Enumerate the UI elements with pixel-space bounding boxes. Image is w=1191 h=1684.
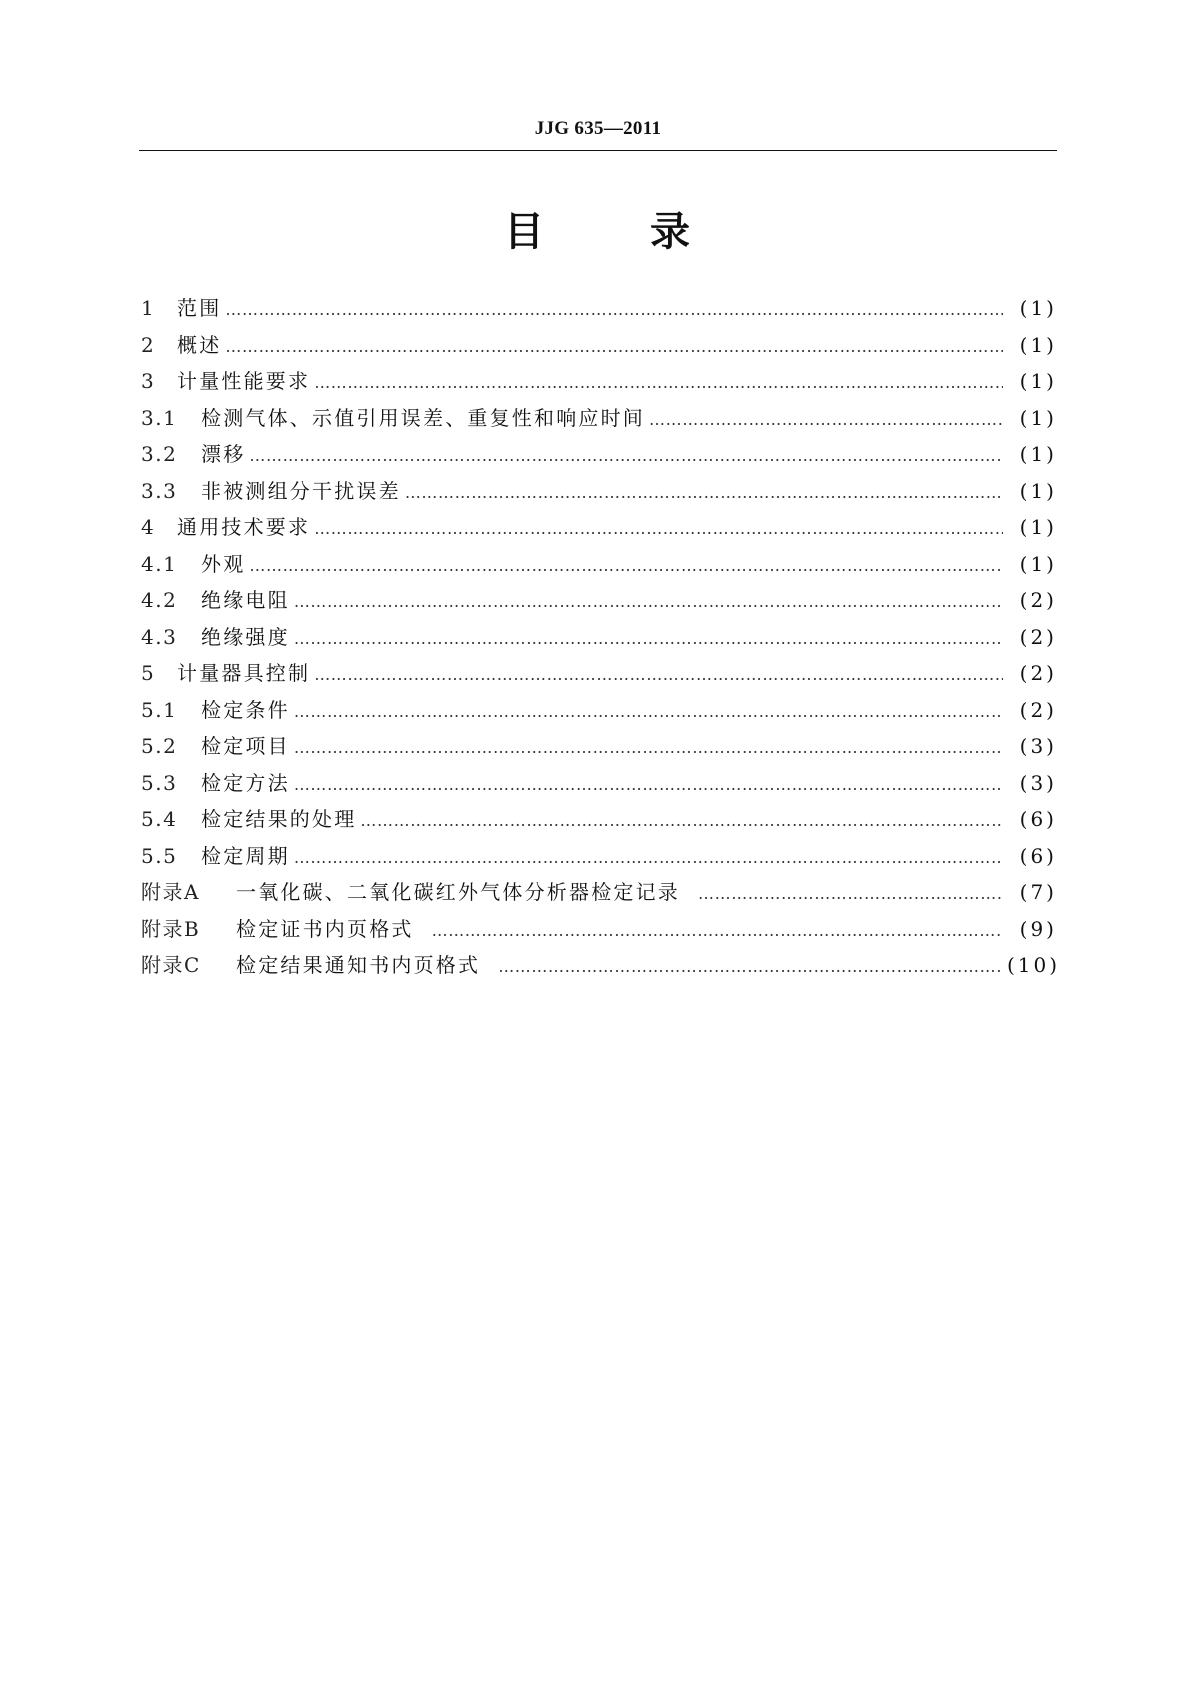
toc-dot-leader (294, 775, 1003, 794)
page-title-char-1: 目 (504, 209, 546, 255)
toc-entry[interactable] (141, 730, 1057, 767)
toc-entry-title: 通用技术要求 (177, 515, 311, 539)
toc-entry-page: (1) (1019, 369, 1057, 393)
toc-dot-leader (225, 300, 1003, 319)
toc-entry[interactable] (141, 548, 1057, 585)
toc-entry[interactable] (141, 657, 1057, 694)
toc-entry-page: (7) (1019, 880, 1057, 904)
toc-entry[interactable] (141, 365, 1057, 402)
toc-entry-page: (3) (1019, 770, 1057, 795)
toc-dot-leader (432, 921, 1003, 940)
toc-dot-leader (314, 373, 1003, 392)
toc-entry[interactable] (141, 803, 1057, 840)
page-title-char-2: 录 (650, 209, 692, 255)
toc-entry-title: 检测气体、示值引用误差、重复性和响应时间 (201, 405, 645, 430)
toc-dot-leader (649, 410, 1003, 429)
toc-entry-title: 检定条件 (201, 697, 290, 722)
toc-dot-leader (314, 665, 1003, 684)
toc-entry-number: 3.2 (141, 442, 178, 466)
standard-code-header: JJG 635—2011 (534, 118, 662, 139)
toc-entry-page: (2) (1019, 588, 1057, 612)
toc-entry-number: 5 (141, 661, 156, 685)
toc-dot-leader (314, 519, 1003, 538)
toc-entry-number: 5.2 (141, 734, 178, 758)
toc-entry-number: 附录A (141, 880, 200, 904)
toc-dot-leader (405, 483, 1003, 502)
toc-dot-leader (294, 629, 1003, 648)
toc-entry[interactable] (141, 694, 1057, 731)
toc-entry-number: 5.4 (141, 807, 178, 831)
toc-entry-page: (1) (1019, 296, 1057, 320)
toc-entry[interactable] (141, 511, 1057, 548)
toc-entry-number: 4.1 (141, 551, 178, 576)
toc-entry[interactable] (141, 621, 1057, 658)
toc-entry-title: 检定项目 (201, 734, 290, 758)
toc-entry[interactable] (141, 767, 1057, 804)
toc-entry-number: 4 (141, 515, 156, 539)
toc-entry-title: 绝缘强度 (201, 624, 290, 649)
toc-entry[interactable] (141, 329, 1057, 366)
toc-entry-number: 5.3 (141, 770, 178, 795)
toc-entry-number: 3.1 (141, 405, 178, 430)
toc-dot-leader (698, 884, 1003, 903)
toc-entry[interactable] (141, 840, 1057, 877)
toc-dot-leader (498, 957, 1003, 976)
toc-entry-title: 检定结果通知书内页格式 (236, 953, 481, 977)
toc-entry-number: 5.1 (141, 697, 178, 722)
toc-entry-number: 附录B (141, 916, 201, 941)
toc-entry-page: (1) (1019, 515, 1057, 539)
toc-entry-title: 检定周期 (201, 843, 290, 868)
toc-entry-page: (2) (1019, 624, 1057, 649)
toc-entry[interactable] (141, 949, 1061, 986)
toc-entry-page: (2) (1019, 697, 1057, 722)
toc-entry-title: 非被测组分干扰误差 (201, 478, 401, 503)
toc-dot-leader (225, 337, 1003, 356)
page-title (139, 200, 1057, 257)
toc-entry-title: 概述 (177, 332, 222, 357)
toc-entry-title: 一氧化碳、二氧化碳红外气体分析器检定记录 (236, 880, 680, 904)
toc-entry-title: 范围 (177, 296, 222, 320)
toc-entry[interactable] (141, 584, 1057, 621)
toc-entry-number: 1 (141, 296, 156, 320)
toc-entry-title: 检定证书内页格式 (236, 916, 414, 941)
toc-dot-leader (294, 848, 1003, 867)
toc-dot-leader (249, 446, 1003, 465)
toc-entry-page: (1) (1019, 442, 1057, 466)
toc-entry-title: 外观 (201, 551, 246, 576)
toc-entry-page: (9) (1019, 916, 1057, 941)
toc-entry[interactable] (141, 292, 1057, 329)
toc-entry-page: (1) (1019, 332, 1057, 357)
toc-entry-title: 检定结果的处理 (201, 807, 357, 831)
toc-dot-leader (360, 811, 1003, 830)
toc-entry-number: 4.2 (141, 588, 178, 612)
table-of-contents (141, 292, 1061, 986)
toc-entry-page: (6) (1019, 843, 1057, 868)
toc-entry-number: 附录C (141, 953, 201, 977)
toc-entry-number: 5.5 (141, 843, 178, 868)
toc-entry-title: 漂移 (201, 442, 246, 466)
toc-entry-number: 3.3 (141, 478, 178, 503)
toc-entry-number: 3 (141, 369, 156, 393)
toc-entry-page: (1) (1019, 551, 1057, 576)
toc-entry-title: 计量性能要求 (177, 369, 311, 393)
toc-entry-page: (2) (1019, 661, 1057, 685)
toc-dot-leader (294, 738, 1003, 757)
header-divider (139, 150, 1057, 151)
toc-entry-page: (1) (1019, 478, 1057, 503)
toc-entry[interactable] (141, 913, 1057, 950)
toc-entry-page: (10) (1007, 953, 1061, 977)
toc-entry-page: (6) (1019, 807, 1057, 831)
toc-entry-title: 计量器具控制 (177, 661, 311, 685)
toc-entry-title: 检定方法 (201, 770, 290, 795)
toc-entry-page: (3) (1019, 734, 1057, 758)
toc-dot-leader (294, 702, 1003, 721)
toc-entry-number: 2 (141, 332, 156, 357)
toc-entry-page: (1) (1019, 405, 1057, 430)
toc-entry[interactable] (141, 402, 1057, 439)
toc-dot-leader (294, 592, 1003, 611)
toc-dot-leader (249, 556, 1003, 575)
toc-entry[interactable] (141, 438, 1057, 475)
toc-entry[interactable] (141, 475, 1057, 512)
toc-entry[interactable] (141, 876, 1057, 913)
toc-entry-number: 4.3 (141, 624, 178, 649)
toc-entry-title: 绝缘电阻 (201, 588, 290, 612)
